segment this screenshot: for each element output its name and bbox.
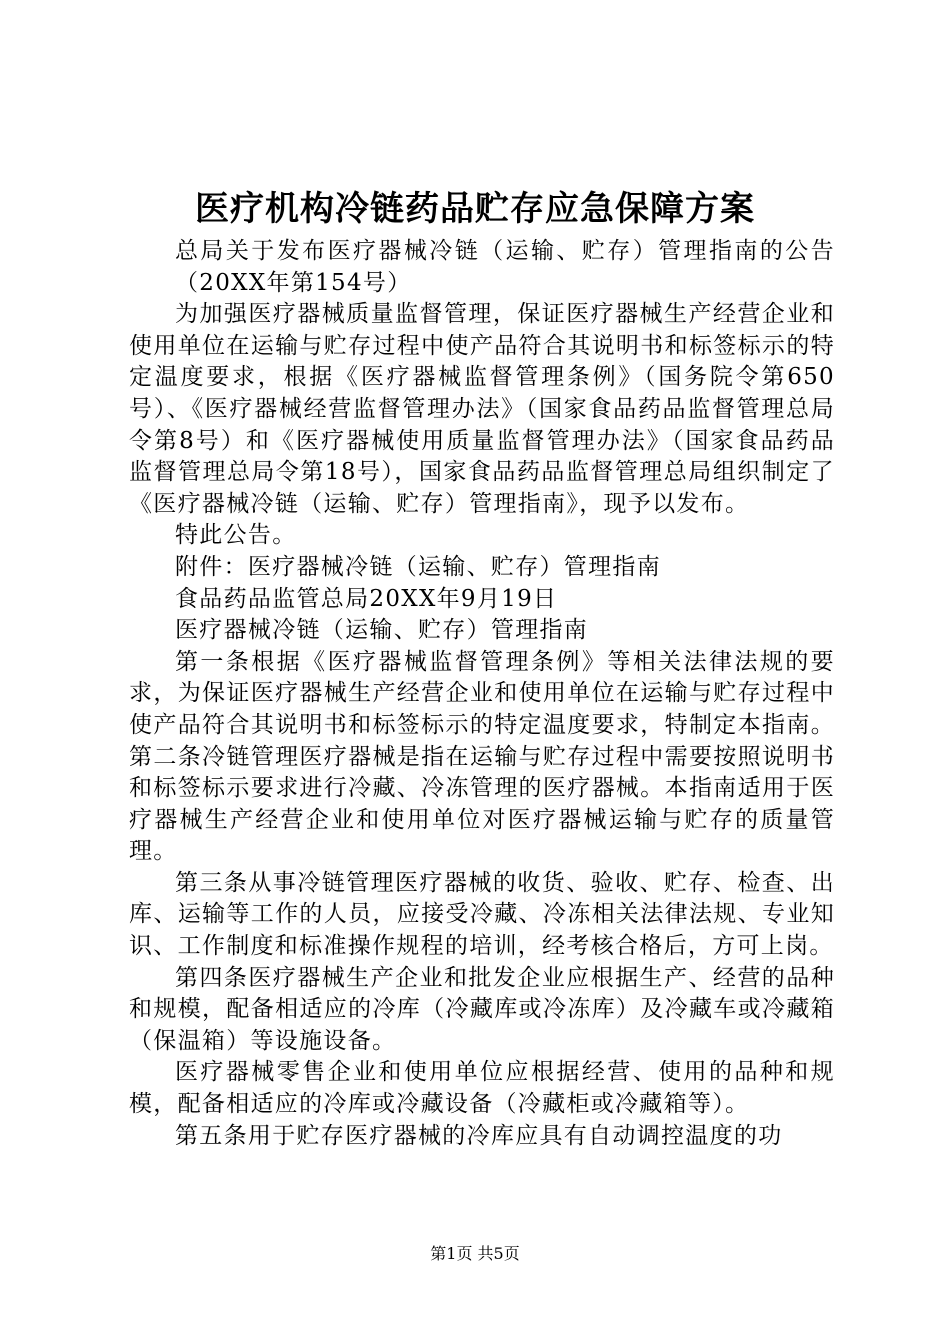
page-footer: 第1页 共5页 [430,1244,520,1263]
body-paragraph: 第四条医疗器械生产企业和批发企业应根据生产、经营的品种和规模，配备相适应的冷库（冷藏库或冷冻库）及冷藏车或冷藏箱（保温箱）等设施设备。 [129,964,835,1054]
document-title: 医疗机构冷链药品贮存应急保障方案 [195,189,755,229]
body-paragraph: 第五条用于贮存医疗器械的冷库应具有自动调控温度的功 [175,1122,783,1149]
body-paragraph: 特此公告。 [175,522,297,549]
document-body [129,236,835,1152]
body-paragraph: 为加强医疗器械质量监督管理，保证医疗器械生产经营企业和使用单位在运输与贮存过程中使产品符合其说明书和标签标示的特定温度要求，根据《医疗器械监督管理条例》（国务院令第650号）、《医疗器械经营监督管理办法》（国家食品药品监督管理总局令第8号）和《医疗器械使用质量监督管理办法》（国家食品药品监督管理总局令第18号），国家食品药品监督管理总局组织制定了《医疗器械冷链（运输、贮存）管理指南》，现予以发布。 [129,301,835,517]
attachment-line: 附件：医疗器械冷链（运输、贮存）管理指南 [175,553,661,580]
body-paragraph: 第一条根据《医疗器械监督管理条例》等相关法律法规的要求，为保证医疗器械生产经营企业和使用单位在运输与贮存过程中使产品符合其说明书和标签标示的特定温度要求，特制定本指南。第二条冷链管理医疗器械是指在运输与贮存过程中需要按照说明书和标签标示要求进行冷藏、冷冻管理的医疗器械。本指南适用于医疗器械生产经营企业和使用单位对医疗器械运输与贮存的质量管理。 [129,648,835,865]
guide-heading: 医疗器械冷链（运输、贮存）管理指南 [175,617,589,644]
issuer-date-line: 食品药品监管总局20XX年9月19日 [175,585,558,612]
announcement-heading: 总局关于发布医疗器械冷链（运输、贮存）管理指南的公告（20XX年第154号） [175,238,835,296]
body-paragraph: 第三条从事冷链管理医疗器械的收货、验收、贮存、检查、出库、运输等工作的人员，应接受冷藏、冷冻相关法律法规、专业知识、工作制度和标准操作规程的培训，经考核合格后，方可上岗。 [129,869,835,960]
body-paragraph: 医疗器械零售企业和使用单位应根据经营、使用的品种和规模，配备相适应的冷库或冷藏设备（冷藏柜或冷藏箱等）。 [129,1059,835,1118]
